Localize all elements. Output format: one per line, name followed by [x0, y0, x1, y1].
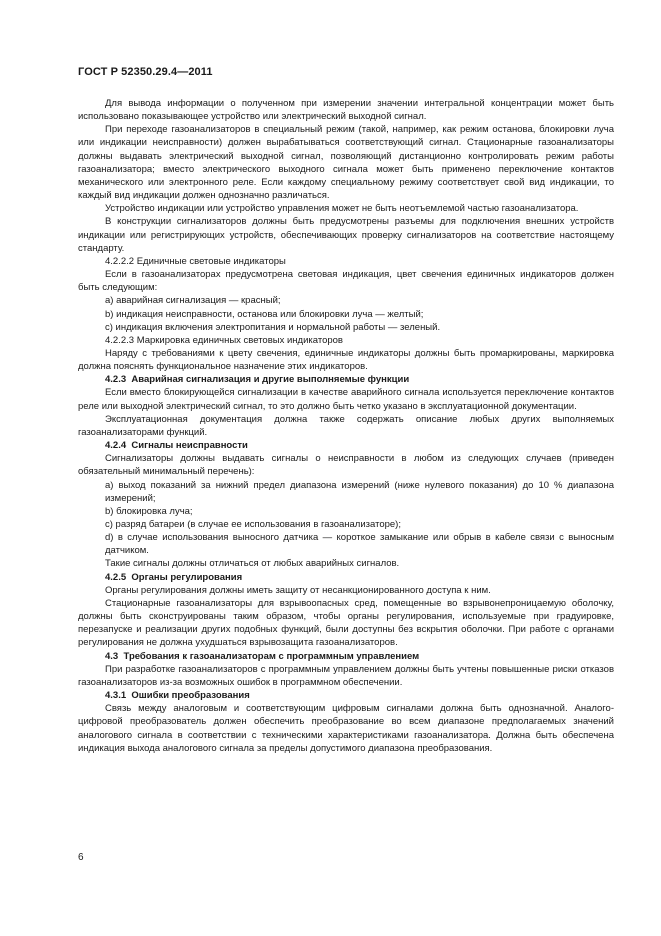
paragraph: Такие сигналы должны отличаться от любых аварийных сигналов. [105, 558, 400, 570]
section-number: 4.3.1 [105, 690, 127, 702]
section-heading [78, 571, 614, 584]
section-number: 4.2.5 [105, 571, 127, 583]
paragraph: Связь между аналоговым и соответствующим цифровым сигналами должна быть однозначной. Аналого-цифровой преобразователь должен обеспечить преобразование во всем диапазоне предполагаемых значений аналогового сигнала в соответствии с техническими характеристиками газоанализатора. Должна быть обеспечена индикация выхода аналогового сигнала за пределы допустимого диапазона преобразования. [78, 703, 614, 754]
subsection-heading: 4.2.2.2 Единичные световые индикаторы [105, 255, 286, 267]
list-item: a) аварийная сигнализация — красный; [105, 295, 281, 307]
paragraph: Сигнализаторы должны выдавать сигналы о неисправности в любом из следующих случаев (приведен обязательный минимальный перечень): [78, 453, 614, 478]
paragraph: Наряду с требованиями к цвету свечения, единичные индикаторы должны быть промаркированы, маркировка должна пояснять функциональное назначение этих индикаторов. [78, 347, 614, 373]
section-heading [78, 650, 614, 663]
section-title: Требования к газоанализаторам с программным управлением [123, 650, 420, 662]
paragraph: При переходе газоанализаторов в специальный режим (такой, например, как режим останова, блокировки луча или индикации неисправности) должен вырабатываться соответствующий сигнал. Стационарные газоанализаторы должны выдавать электрический выходной сигнал, позволяющий дистанционно контролировать режим работы газоанализатора; вместо электрического выходного сигнала может быть применено переключение контактов механического или электронного реле. Если каждому специальному режиму соответствует свой вид индикации, то каждый вид индикации должен однозначно различаться. [78, 124, 614, 202]
section-heading [78, 373, 614, 386]
section-heading [78, 689, 614, 702]
paragraph: При разработке газоанализаторов с программным управлением должны быть учтены повышенные риски отказов газоанализаторов из-за возможных ошибок в программном обеспечении. [78, 663, 614, 688]
page-number: 6 [78, 852, 84, 863]
document-code: ГОСТ Р 52350.29.4—2011 [78, 66, 213, 78]
paragraph: Эксплуатационная документация должна также содержать описание любых других выполняемых газоанализаторами функций. [78, 413, 614, 438]
subsection-heading: 4.2.2.3 Маркировка единичных световых индикаторов [105, 334, 343, 346]
section-title: Органы регулирования [131, 571, 243, 583]
list-item: b) индикация неисправности, останова или блокировки луча — желтый; [105, 308, 424, 320]
page-body [78, 97, 614, 755]
paragraph: Стационарные газоанализаторы для взрывоопасных сред, помещенные во взрывонепроницаемую оболочку, должны быть сконструированы таким образом, чтобы органы регулирования, используемые при градуировке, перезапуске и реализации других подобных функций, были доступны без вскрытия оболочки. При работе с органами регулирования не должна ухудшаться взрывозащита газоанализаторов. [78, 597, 614, 649]
paragraph: Для вывода информации о полученном при измерении значении интегральной концентрации может быть использовано показывающее устройство или электрический выходной сигнал. [78, 98, 614, 123]
paragraph: Органы регулирования должны иметь защиту от несанкционированного доступа к ним. [105, 584, 491, 596]
section-title: Ошибки преобразования [131, 690, 250, 702]
section-number: 4.3 [105, 650, 119, 662]
section-title: Сигналы неисправности [131, 440, 248, 452]
paragraph: Если в газоанализаторах предусмотрена световая индикация, цвет свечения единичных индикаторов должен быть следующим: [78, 269, 614, 294]
list-item: d) в случае использования выносного датчика — короткое замыкание или обрыв в кабеле связи с выносным датчиком. [105, 532, 614, 557]
paragraph: В конструкции сигнализаторов должны быть предусмотрены разъемы для подключения внешних устройств индикации или регистрирующих устройств, обеспечивающих проверку сигнализаторов на соответствие настоящему стандарту. [78, 216, 614, 254]
section-number: 4.2.3 [105, 374, 127, 386]
paragraph: Устройство индикации или устройство управления может не быть неотъемлемой частью газоанализатора. [105, 203, 579, 215]
section-heading [78, 439, 614, 452]
section-number: 4.2.4 [105, 440, 127, 452]
list-item: b) блокировка луча; [105, 505, 193, 517]
list-item: c) индикация включения электропитания и нормальной работы — зеленый. [105, 321, 441, 333]
list-item: c) разряд батареи (в случае ее использования в газоанализаторе); [105, 519, 401, 530]
list-item: a) выход показаний за нижний предел диапазона измерений (ниже нулевого показания) до 10 % диапазона измерений; [105, 479, 614, 504]
paragraph: Если вместо блокирующейся сигнализации в качестве аварийного сигнала используется переключение контактов реле или выходной электрический сигнал, то это должно быть четко указано в эксплуатационной документации. [78, 387, 614, 412]
section-title: Аварийная сигнализация и другие выполняемые функции [131, 374, 410, 386]
